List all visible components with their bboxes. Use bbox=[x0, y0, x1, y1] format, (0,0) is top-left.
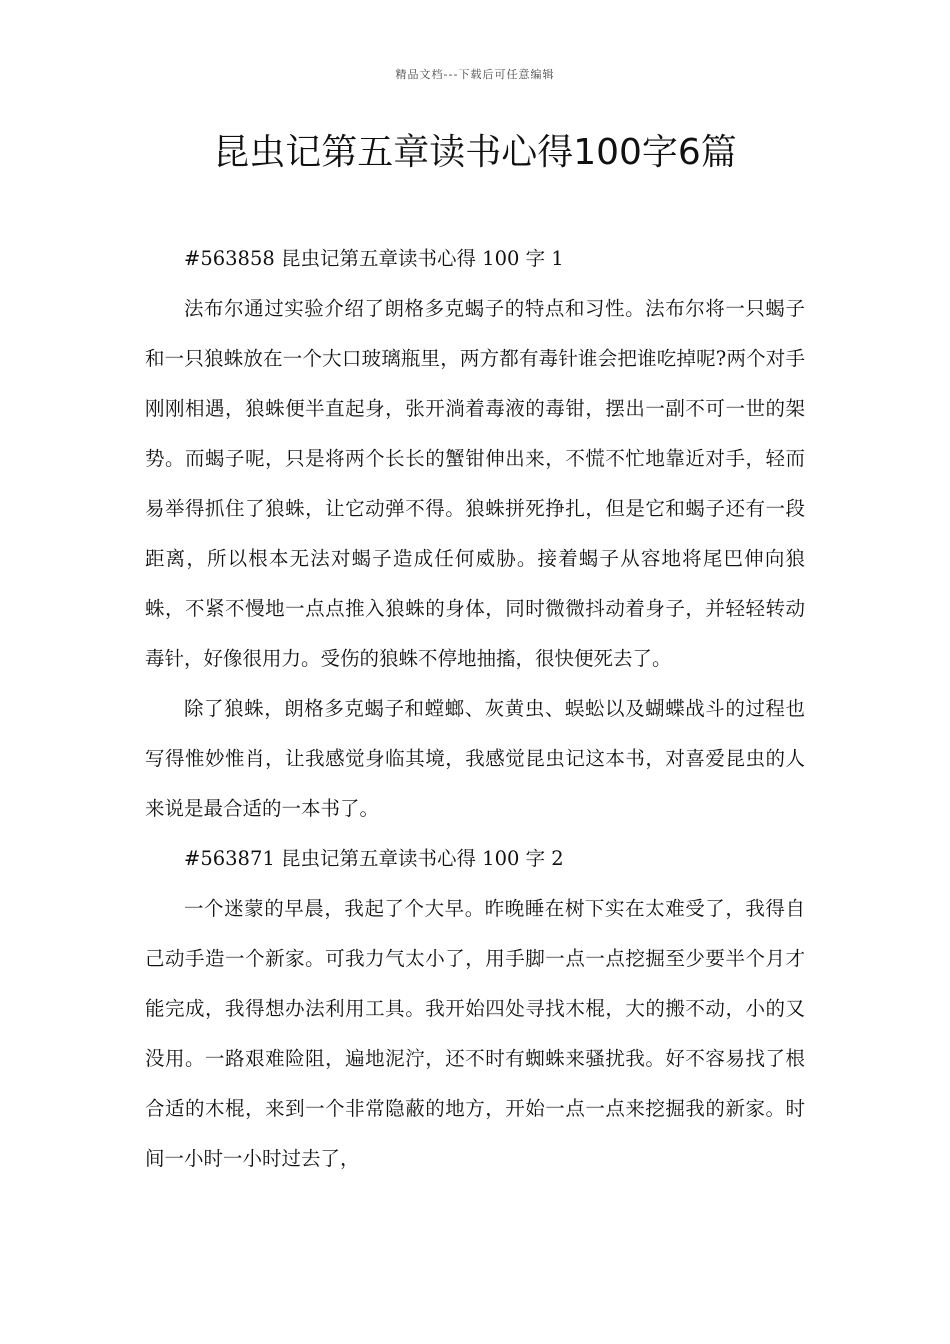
header-note: 精品文档---下载后可任意编辑 bbox=[395, 68, 555, 81]
body-paragraph: 一个迷蒙的早晨，我起了个大早。昨晚睡在树下实在太难受了，我得自己动手造一个新家。可我力气太小了，用手脚一点一点挖掘至少要半个月才能完成，我得想办法利用工具。我开始四处寻找木棍，大的搬不动，小的又没用。一路艰难险阻，遍地泥泞，还不时有蜘蛛来骚扰我。好不容易找了根合适的木棍，来到一个非常隐蔽的地方，开始一点一点来挖掘我的新家。时间一小时一小时过去了， bbox=[145, 897, 805, 1170]
document-body bbox=[145, 234, 805, 1184]
section-heading-2: #563871 昆虫记第五章读书心得 100 字 2 bbox=[184, 847, 564, 870]
section-heading-1: #563858 昆虫记第五章读书心得 100 字 1 bbox=[184, 247, 564, 270]
body-paragraph: 法布尔通过实验介绍了朗格多克蝎子的特点和习性。法布尔将一只蝎子和一只狼蛛放在一个大口玻璃瓶里，两方都有毒针谁会把谁吃掉呢?两个对手刚刚相遇，狼蛛便半直起身，张开淌着毒液的毒钳，摆出一副不可一世的架势。而蝎子呢，只是将两个长长的蟹钳伸出来，不慌不忙地靠近对手，轻而易举得抓住了狼蛛，让它动弹不得。狼蛛拼死挣扎，但是它和蝎子还有一段距离，所以根本无法对蝎子造成任何威胁。接着蝎子从容地将尾巴伸向狼蛛，不紧不慢地一点点推入狼蛛的身体，同时微微抖动着身子，并轻轻转动毒针，好像很用力。受伤的狼蛛不停地抽搐，很快便死去了。 bbox=[145, 297, 805, 670]
document-title: 昆虫记第五章读书心得100字6篇 bbox=[213, 132, 737, 173]
body-paragraph: 除了狼蛛，朗格多克蝎子和螳螂、灰黄虫、蜈蚣以及蝴蝶战斗的过程也写得惟妙惟肖，让我感觉身临其境，我感觉昆虫记这本书，对喜爱昆虫的人来说是最合适的一本书了。 bbox=[145, 697, 805, 820]
